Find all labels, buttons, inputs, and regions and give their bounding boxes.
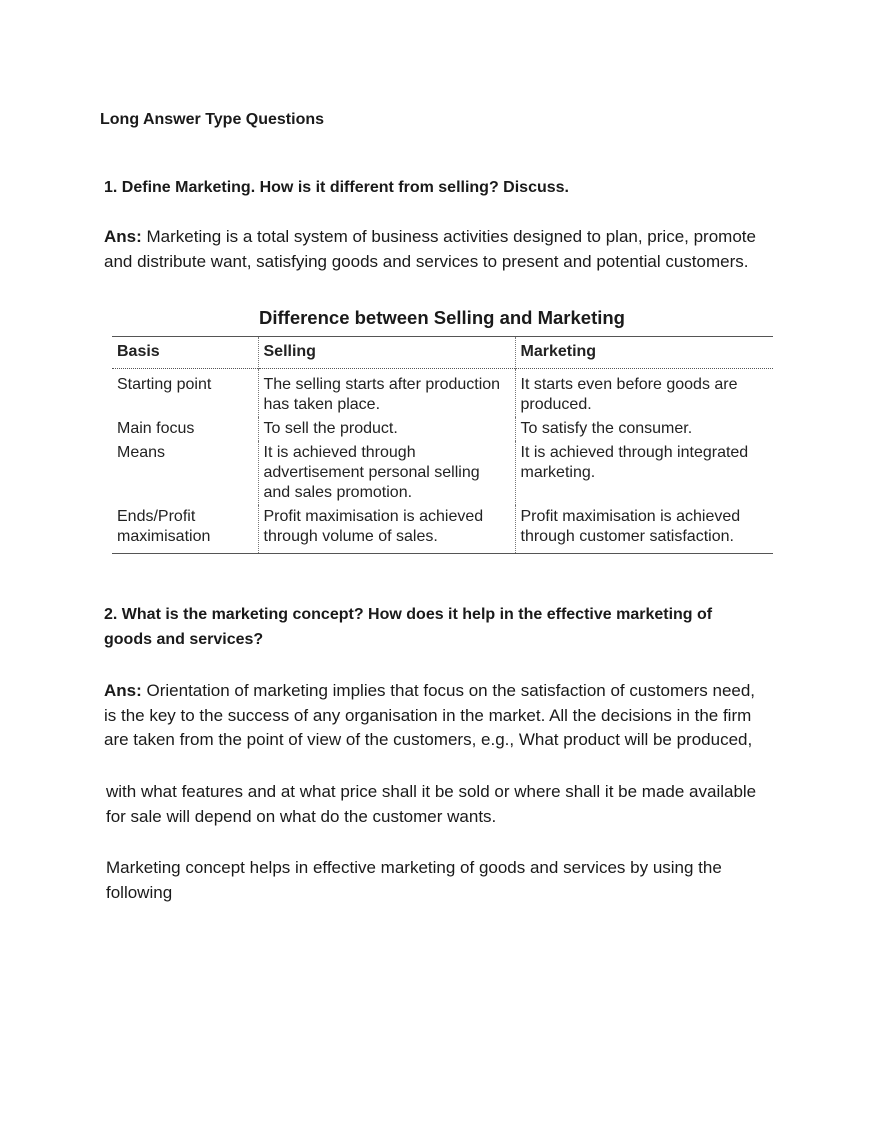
question-1: 1. Define Marketing. How is it different from selling? Discuss.: [104, 179, 569, 196]
answer-1-label: Ans:: [104, 227, 142, 246]
cell-basis: Main focus: [117, 420, 195, 437]
cell-basis: Starting point: [117, 376, 212, 393]
cell-selling: The selling starts after production has taken place.: [258, 369, 515, 418]
answer-2-label: Ans:: [104, 681, 142, 700]
table-header-row: [112, 337, 773, 369]
answer-1: [104, 225, 794, 274]
question-2-line-2: goods and services?: [104, 631, 264, 648]
cell-basis: Means: [117, 444, 166, 461]
answer-2-continued: [106, 780, 796, 829]
answer-2: [104, 679, 794, 753]
cell-selling: To sell the product.: [258, 417, 515, 441]
question-2-line-1: 2. What is the marketing concept? How does it help in the effective marketing of: [104, 606, 713, 623]
answer-1-line-2: and distribute want, satisfying goods and services to present and potential customers.: [104, 251, 749, 271]
comparison-table: [112, 336, 773, 554]
table-row: [112, 369, 773, 418]
answer-2-line-3: are taken from the point of view of the customers, e.g., What product will be produced,: [104, 730, 753, 749]
cell-marketing: Profit maximisation is achieved through customer satisfaction.: [515, 505, 773, 554]
cell-selling: It is achieved through advertisement personal selling and sales promotion.: [258, 441, 515, 505]
cell-marketing: It is achieved through integrated marketing.: [515, 441, 773, 505]
table-row: [112, 505, 773, 554]
concept-line-2: following: [106, 882, 173, 902]
cell-marketing: It starts even before goods are produced.: [515, 369, 773, 418]
answer-2-line-2: is the key to the success of any organisation in the market. All the decisions in the firm: [104, 705, 752, 725]
header-selling: Selling: [258, 337, 515, 369]
question-2: [104, 602, 784, 652]
cell-selling: Profit maximisation is achieved through volume of sales.: [258, 505, 515, 554]
answer-2-continued-line-2: for sale will depend on what do the customer wants.: [106, 806, 497, 826]
concept-line-1: Marketing concept helps in effective marketing of goods and services by using the: [106, 858, 722, 877]
answer-1-line-1: Marketing is a total system of business activities designed to plan, price, promote: [141, 227, 756, 246]
answer-2-line-1: Orientation of marketing implies that focus on the satisfaction of customers need,: [141, 681, 756, 700]
table-row: [112, 417, 773, 441]
header-marketing: Marketing: [515, 337, 773, 369]
cell-basis: Ends/Profit maximisation: [117, 508, 211, 545]
table-title: Difference between Selling and Marketing: [259, 307, 625, 328]
header-basis: Basis: [117, 343, 160, 360]
answer-2-continued-line-1: with what features and at what price shall it be sold or where shall it be made available: [106, 782, 757, 801]
cell-marketing: To satisfy the consumer.: [515, 417, 773, 441]
section-title: Long Answer Type Questions: [100, 111, 325, 128]
marketing-concept-paragraph: [106, 856, 796, 905]
table-row: [112, 441, 773, 505]
